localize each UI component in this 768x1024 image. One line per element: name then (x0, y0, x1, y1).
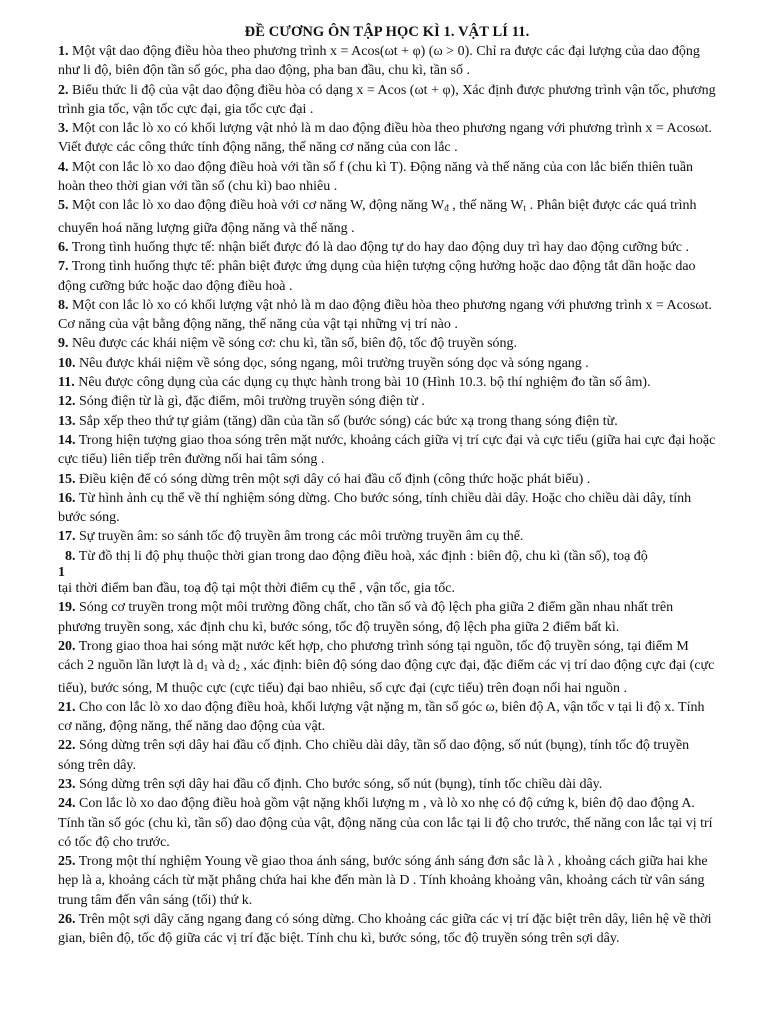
list-item (58, 334, 716, 353)
item-number: 25. (58, 854, 76, 870)
list-item (58, 794, 716, 852)
list-item (58, 852, 716, 910)
item-number: 20. (58, 638, 76, 654)
list-item (58, 489, 716, 528)
item-number: 17. (58, 529, 76, 545)
item-text: Nêu được công dụng của các dụng cụ thực hành trong bài 10 (Hình 10.3. bộ thí nghiệm đo tần số âm). (74, 375, 651, 391)
item-number: 8. (65, 548, 76, 564)
item-text: Sóng dừng trên sợi dây hai đầu cố định. Cho chiều dài dây, tần số dao động, số nút (bụng), tính tốc độ truyền sóng trên dây. (58, 738, 690, 773)
list-item (58, 637, 716, 698)
item-number: 11. (58, 375, 75, 391)
list-item (58, 119, 716, 158)
item-text: Sóng cơ truyền trong một môi trường đồng chất, cho tần số và độ lệch pha giữa 2 điểm gần nhau nhất trên phương truyền song, xác định chu kì, bước sóng, tốc độ truyền sóng, độ lệch pha giữa 2 điểm bất kì. (58, 600, 674, 635)
item-number: 16. (58, 490, 76, 506)
item-number: 5. (58, 198, 69, 214)
item-text: Con lắc lò xo dao động điều hoà gồm vật nặng khối lượng m , và lò xo nhẹ có độ cứng k, biên độ dao động A. Tính tần số góc (chu kì, tần số) dao động của vật, động năng của con lắc tại li độ cho trước, thế năng con lắc tại vị trí có tốc độ cho trước. (58, 796, 713, 850)
item-number: 10. (58, 355, 76, 371)
item-number: 1. (58, 44, 69, 59)
list-item (58, 527, 716, 546)
item-text: , thế năng W (448, 198, 524, 214)
item-text: Sắp xếp theo thứ tự giảm (tăng) dần của tần số (bước sóng) các bức xạ trong thang sóng điện từ. (75, 413, 618, 429)
document-title: ĐỀ CƯƠNG ÔN TẬP HỌC KÌ 1. VẬT LÍ 11. (244, 24, 530, 40)
item-text: Trong tình huống thực tế: phân biệt được ứng dụng của hiện tượng cộng hưởng hoặc dao động tắt dần hoặc dao động cưỡng bức hoặc dao động điều hoà . (58, 259, 696, 294)
item-number: 22. (58, 738, 76, 754)
item-number: 3. (58, 121, 69, 137)
list-item (58, 775, 716, 794)
list-item (58, 354, 716, 373)
list-item (58, 158, 716, 197)
item-number: 21. (58, 699, 76, 715)
item-text: Một con lắc lò xo có khối lượng vật nhỏ là m dao động điều hòa theo phương ngang với phương trình x = Acosωt. Viết được các công thức tính động năng, thế năng cơ năng của con lắc . (58, 121, 712, 156)
item-text: Cho con lắc lò xo dao động điều hoà, khối lượng vật nặng m, tần số góc ω, biên độ A, vận tốc v tại li độ x. Tính cơ năng, động năng, thế năng dao động của vật. (58, 699, 705, 735)
list-item (58, 392, 716, 411)
item-text: Từ đồ thị li độ phụ thuộc thời gian trong dao động điều hoà, xác định : biên độ, chu kì (tần số), toạ độ (75, 548, 648, 564)
item-number: 12. (58, 394, 76, 410)
item-number: 24. (58, 796, 76, 812)
item-number: 6. (58, 239, 69, 255)
item-number: 13. (58, 413, 76, 429)
item-text: Điều kiện để có sóng dừng trên một sợi dây có hai đầu cố định (công thức hoặc phát biểu) . (75, 471, 591, 487)
item-number: 2. (58, 82, 69, 98)
list-item (58, 412, 716, 431)
list-item (58, 296, 716, 335)
item-number: 14. (58, 432, 76, 448)
list-item (58, 42, 716, 81)
item-text: Trong hiện tượng giao thoa sóng trên mặt nước, khoảng cách giữa vị trí cực đại và cực tiểu (giữa hai cực đại hoặc cực tiểu) liên tiếp trên đường nối hai tâm sóng . (58, 432, 716, 468)
item-number: 7. (58, 259, 69, 275)
item-text: , xác định: biên độ sóng dao động cực đại, đặc điểm các vị trí dao động cực đại (cực tiểu), bước sóng, M thuộc cực (cực tiểu) đại bao nhiêu, số cực đại (cực tiểu) trên đoạn nối hai nguồn . (58, 658, 715, 696)
list-item (58, 196, 716, 238)
item-number: 4. (58, 159, 69, 175)
item-text: Biểu thức li độ của vật dao động điều hòa có dạng x = Acos (ωt + φ), Xác định được phương trình vận tốc, phương trình gia tốc, vận tốc cực đại, gia tốc cực đại . (58, 82, 716, 117)
item-text: Trong tình huống thực tế: nhận biết được đó là dao động tự do hay dao động duy trì hay dao động cưỡng bức . (68, 239, 689, 255)
list-item (58, 547, 716, 599)
list-item (58, 81, 716, 120)
item-number: 19. (58, 600, 76, 616)
item-text: và d (208, 658, 236, 674)
item-number: 23. (58, 776, 76, 792)
list-item (58, 736, 716, 775)
item-number: 26. (58, 912, 76, 928)
item-text: . Phân biệt được các quá trình chuyển hoá năng lượng giữa động năng và thế năng . (58, 198, 697, 236)
list-item (58, 431, 716, 470)
item-number-digit: 1 (58, 565, 65, 581)
item-text: Nêu được các khái niệm về sóng cơ: chu kì, tần số, biên độ, tốc độ truyền sóng. (68, 336, 518, 352)
item-text: Sóng điện từ là gì, đặc điểm, môi trường truyền sóng điện từ . (75, 394, 425, 410)
item-text: Một con lắc lò xo dao động điều hoà với cơ năng W, động năng W (68, 198, 445, 214)
item-text: Sự truyền âm: so sánh tốc độ truyền âm trong các môi trường truyền âm cụ thể. (75, 529, 524, 545)
list-item (58, 238, 716, 257)
list-item (58, 470, 716, 489)
item-text: Một con lắc lò xo có khối lượng vật nhỏ là m dao động điều hòa theo phương ngang với phương trình x = Acosωt. Cơ năng của vật bằng động năng, thế năng của vật tại những vị trí nào . (58, 297, 712, 333)
subscript: 1 (203, 663, 209, 674)
item-text: Trong một thí nghiệm Young về giao thoa ánh sáng, bước sóng ánh sáng đơn sắc là λ , khoảng cách giữa hai khe hẹp là a, khoảng cách từ mặt phẳng chứa hai khe đến màn là D . Tính khoảng khoảng vân, khoảng cách từ vân sáng trung tâm đến vân sáng (tối) thứ k. (58, 854, 708, 908)
item-number: 8. (58, 297, 69, 313)
item-text: Nêu được khái niệm về sóng dọc, sóng ngang, môi trường truyền sóng dọc và sóng ngang . (75, 355, 589, 371)
subscript: 2 (235, 663, 240, 674)
item-text: Từ hình ảnh cụ thể về thí nghiệm sóng dừng. Cho bước sóng, tính chiều dài dây. Hoặc cho chiều dài dây, tính bước sóng. (58, 490, 692, 526)
item-text: Trên một sợi dây căng ngang đang có sóng dừng. Cho khoảng các giữa các vị trí đặc biệt trên dây, liên hệ về thời gian, biên độ, tốc độ giữa các vị trí đặc biệt. Tính chu kì, bước sóng, tốc độ truyền sóng trên sợi dây. (58, 912, 712, 947)
item-text: Trong giao thoa hai sóng mặt nước kết hợp, cho phương trình sóng tại nguồn, tốc độ truyền sóng, tại điểm M cách 2 nguồn lần lượt là d (58, 638, 689, 674)
item-text: Một vật dao động điều hòa theo phương trình x = Acos(ωt + φ) (ω > 0). Chỉ ra được các đại lượng của dao động như li độ, biên độn tần số góc, pha dao động, pha ban đầu, chu kì, tần số . (58, 44, 700, 79)
list-item (58, 373, 716, 392)
item-number: 15. (58, 471, 76, 487)
item-text: Sóng dừng trên sợi dây hai đầu cố định. Cho bước sóng, số nút (bụng), tính tốc chiều dài dây. (75, 776, 603, 792)
list-item (58, 257, 716, 296)
list-item (58, 598, 716, 637)
item-text: Một con lắc lò xo dao động điều hoà với tần số f (chu kì T). Động năng và thế năng của con lắc biến thiên tuần hoàn theo thời gian với tần số (chu kì) bao nhiêu . (58, 159, 694, 195)
subscript: t (523, 203, 527, 214)
item-text: tại thời điểm ban đầu, toạ độ tại một thời điểm cụ thể , vận tốc, gia tốc. (58, 581, 455, 597)
subscript: đ (444, 203, 449, 214)
list-item (58, 698, 716, 737)
item-number: 9. (58, 336, 69, 352)
list-item (58, 910, 716, 949)
